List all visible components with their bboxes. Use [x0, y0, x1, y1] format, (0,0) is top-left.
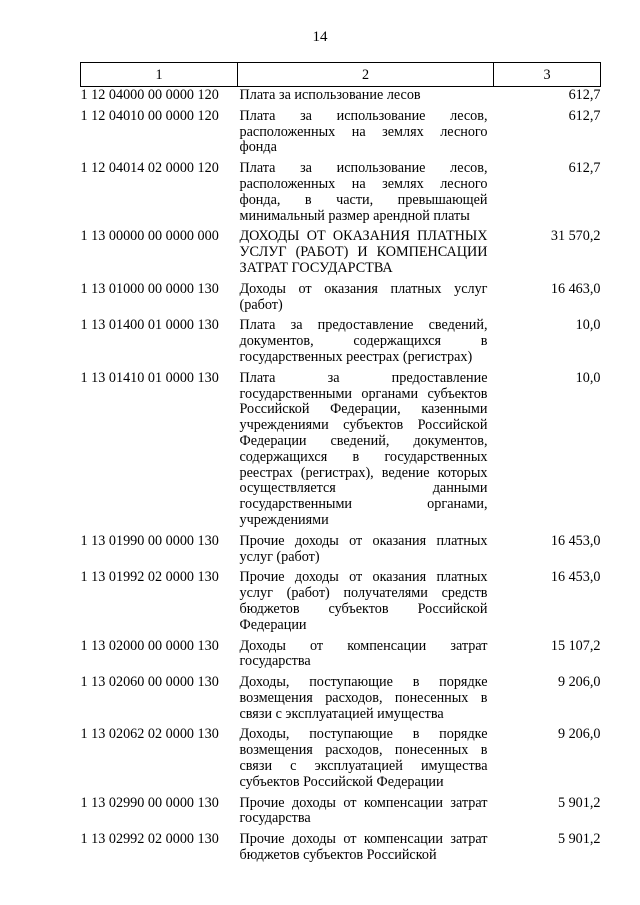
row-amount: 9 206,0	[557, 674, 601, 691]
table-row	[81, 161, 601, 229]
row-code: 1 13 02062 02 0000 130	[80, 726, 219, 743]
row-name: Доходы, поступающие в порядке возмещения расходов, понесенных в связи с эксплуатацией имущества субъектов Российской Федерации	[239, 726, 488, 790]
row-amount: 612,7	[568, 160, 601, 177]
table-row	[81, 796, 601, 833]
table-row	[81, 318, 601, 370]
table-row	[81, 832, 601, 869]
table-row	[81, 282, 601, 319]
row-code: 1 13 01992 02 0000 130	[80, 569, 219, 586]
column-header-code: 1	[81, 63, 238, 87]
row-name: Плата за предоставление государственными органами субъектов Российской Федерации, казенными учреждениями субъектов Российской Федерации сведений, документов, содержащихся в государственных реестрах (регистрах), ведение которых осуществляется данными государственными органами, учреждениями	[239, 369, 488, 528]
table-row	[81, 87, 601, 109]
table-row	[81, 570, 601, 638]
row-name: Доходы, поступающие в порядке возмещения расходов, понесенных в связи с эксплуатацией имущества	[239, 674, 488, 722]
column-header-amount: 3	[494, 63, 601, 87]
row-code: 1 13 02992 02 0000 130	[80, 831, 219, 848]
row-name: Прочие доходы от компенсации затрат государства	[239, 794, 488, 827]
table-row	[81, 229, 601, 281]
row-amount: 16 453,0	[550, 569, 601, 586]
row-code: 1 13 02060 00 0000 130	[80, 674, 219, 691]
table-row	[81, 371, 601, 534]
row-name: Доходы от оказания платных услуг (работ)	[239, 280, 488, 313]
row-name: Прочие доходы от оказания платных услуг (работ) получателями средств бюджетов субъектов Российской Федерации	[239, 569, 488, 633]
row-code: 1 13 01000 00 0000 130	[80, 280, 219, 297]
row-name: Доходы от компенсации затрат государства	[239, 637, 488, 670]
row-code: 1 13 01410 01 0000 130	[80, 369, 219, 386]
row-amount: 15 107,2	[550, 637, 601, 654]
row-code: 1 13 02990 00 0000 130	[80, 794, 219, 811]
table-header-row	[81, 63, 601, 87]
table-row	[81, 109, 601, 161]
table-row	[81, 534, 601, 571]
row-code: 1 13 01990 00 0000 130	[80, 532, 219, 549]
row-amount: 31 570,2	[550, 228, 601, 245]
row-code: 1 13 00000 00 0000 000	[80, 228, 219, 245]
row-amount: 10,0	[575, 369, 601, 386]
row-name: Плата за использование лесов, расположенных на землях лесного фонда, в части, превышающей минимальный размер арендной платы	[239, 160, 488, 224]
row-code: 1 12 04010 00 0000 120	[80, 107, 219, 124]
row-name: Плата за использование лесов	[239, 87, 421, 103]
page-number: 14	[312, 29, 328, 45]
row-amount: 16 463,0	[550, 280, 601, 297]
row-amount: 612,7	[568, 87, 601, 103]
row-code: 1 12 04014 02 0000 120	[80, 160, 219, 177]
row-code: 1 13 01400 01 0000 130	[80, 317, 219, 334]
row-amount: 16 453,0	[550, 532, 601, 549]
row-name: ДОХОДЫ ОТ ОКАЗАНИЯ ПЛАТНЫХ УСЛУГ (РАБОТ) И КОМПЕНСАЦИИ ЗАТРАТ ГОСУДАРСТВА	[239, 228, 488, 276]
row-name: Прочие доходы от компенсации затрат бюджетов субъектов Российской	[239, 831, 488, 864]
row-amount: 10,0	[575, 317, 601, 334]
column-header-name: 2	[238, 63, 494, 87]
row-name: Прочие доходы от оказания платных услуг (работ)	[239, 532, 488, 565]
table-row	[81, 639, 601, 676]
row-name: Плата за использование лесов, расположенных на землях лесного фонда	[239, 107, 488, 156]
row-amount: 612,7	[568, 107, 601, 124]
row-amount: 9 206,0	[557, 726, 601, 743]
table-row	[81, 675, 601, 727]
row-code: 1 12 04000 00 0000 120	[80, 87, 219, 103]
row-code: 1 13 02000 00 0000 130	[80, 637, 219, 654]
row-amount: 5 901,2	[557, 794, 601, 811]
row-amount: 5 901,2	[557, 831, 601, 848]
row-name: Плата за предоставление сведений, документов, содержащихся в государственных реестрах (регистрах)	[239, 317, 488, 365]
revenue-table	[80, 62, 601, 869]
table-row	[81, 727, 601, 795]
